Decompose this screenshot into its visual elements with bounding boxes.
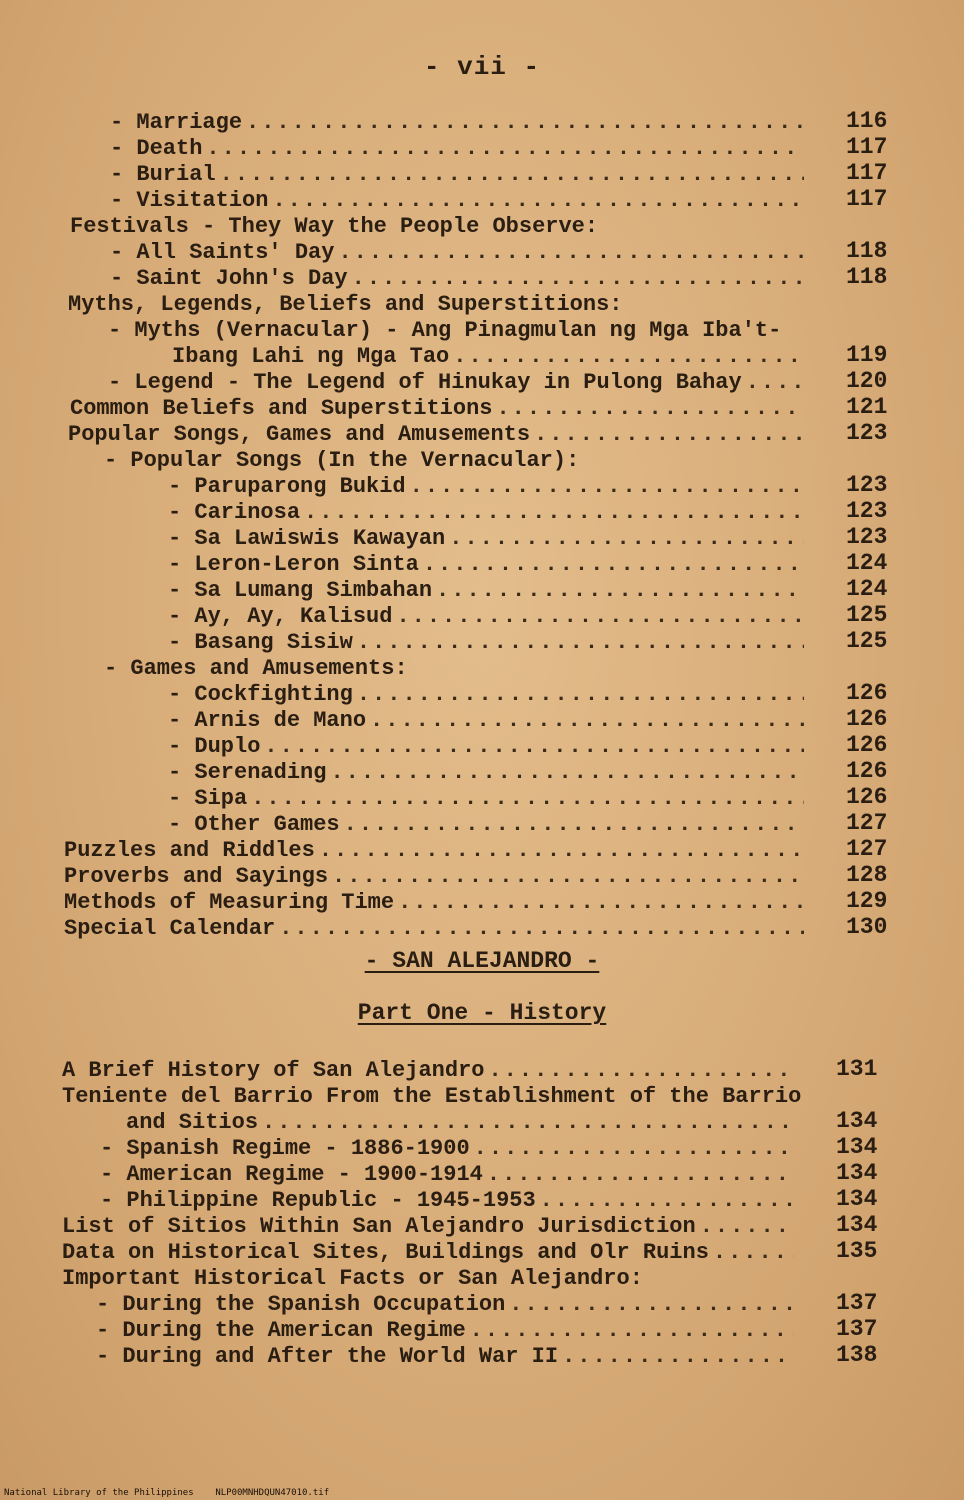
leader-dots (220, 162, 804, 187)
toc-entry-title: - Other Games (168, 812, 340, 837)
toc-entry-title: List of Sitios Within San Alejandro Jurisdiction (62, 1214, 696, 1239)
toc-entry-title: and Sitios (126, 1110, 259, 1135)
toc-entry-title: Ibang Lahi ng Mga Tao (172, 344, 450, 369)
leader-dots (246, 110, 804, 135)
toc-entry-page: 126 (846, 706, 888, 732)
part-title (0, 1000, 964, 1026)
toc-entry-page: 123 (846, 524, 888, 550)
toc-entry-page: 124 (846, 550, 888, 576)
leader-dots (396, 604, 804, 629)
toc-entry (70, 396, 808, 424)
toc-entry-title: Teniente del Barrio From the Establishment of the Barrio (62, 1084, 802, 1109)
leader-dots (344, 812, 804, 837)
toc-entry-title: - Sa Lawiswis Kawayan (168, 526, 446, 551)
toc-entry (168, 682, 808, 710)
toc-entry-title: - Games and Amusements: (104, 656, 408, 681)
toc-entry (168, 604, 808, 632)
toc-entry-title: Proverbs and Sayings (64, 864, 329, 889)
leader-dots (330, 760, 804, 785)
toc-entry-title: - Carinosa (168, 500, 301, 525)
toc-entry-page: 119 (846, 342, 888, 368)
toc-entry (62, 1058, 798, 1086)
toc-entry (168, 708, 808, 736)
toc-entry (168, 578, 808, 606)
toc-entry-title: - Philippine Republic - 1945-1953 (100, 1188, 536, 1213)
toc-entry (64, 890, 808, 918)
toc-entry-page: 126 (846, 680, 888, 706)
toc-entry-page: 134 (836, 1108, 878, 1134)
leader-dots (398, 890, 804, 915)
toc-entry-page: 120 (846, 368, 888, 394)
toc-entry-title: - Marriage (110, 110, 243, 135)
toc-entry-page: 134 (836, 1160, 878, 1186)
leader-dots (713, 1240, 794, 1265)
toc-entry-title: - Leron-Leron Sinta (168, 552, 419, 577)
toc-entry-title: Common Beliefs and Superstitions (70, 396, 493, 421)
toc-entry-title: - Paruparong Bukid (168, 474, 406, 499)
toc-entry-page: 121 (846, 394, 888, 420)
toc-entry-title: - American Regime - 1900-1914 (100, 1162, 483, 1187)
leader-dots (474, 1136, 794, 1161)
leader-dots (357, 682, 804, 707)
barrio-title (0, 948, 964, 974)
toc-entry (168, 552, 808, 580)
leader-dots (534, 422, 804, 447)
toc-entry-page: 134 (836, 1212, 878, 1238)
leader-dots (264, 734, 804, 759)
toc-entry-title: - Burial (110, 162, 216, 187)
toc-entry-page: 129 (846, 888, 888, 914)
leader-dots (540, 1188, 794, 1213)
toc-entry-title: A Brief History of San Alejandro (62, 1058, 485, 1083)
toc-entry (104, 448, 579, 476)
leader-dots (304, 500, 804, 525)
toc-entry-title: - Spanish Regime - 1886-1900 (100, 1136, 470, 1161)
toc-entry-title: - Sipa (168, 786, 248, 811)
toc-entry-page: 134 (836, 1134, 878, 1160)
leader-dots (279, 916, 804, 941)
toc-entry (68, 422, 808, 450)
leader-dots (262, 1110, 794, 1135)
toc-entry (100, 1136, 798, 1164)
toc-entry-title: - Sa Lumang Simbahan (168, 578, 433, 603)
toc-entry-title: Popular Songs, Games and Amusements (68, 422, 531, 447)
toc-entry (168, 812, 808, 840)
leader-dots (700, 1214, 794, 1239)
toc-entry-title: Festivals - They Way the People Observe: (70, 214, 599, 239)
toc-entry-page: 131 (836, 1056, 878, 1082)
toc-entry-page: 123 (846, 498, 888, 524)
toc-entry-title: - Saint John's Day (110, 266, 348, 291)
toc-entry (62, 1240, 798, 1268)
leader-dots (251, 786, 804, 811)
part-title-text: Part One - History (357, 1000, 607, 1026)
toc-entry-title: - Legend - The Legend of Hinukay in Pulong Bahay (108, 370, 742, 395)
toc-entry-page: 128 (846, 862, 888, 888)
toc-entry (168, 734, 808, 762)
toc-entry (100, 1188, 798, 1216)
toc-entry-title: - During the American Regime (96, 1318, 466, 1343)
toc-entry (64, 916, 808, 944)
toc-entry-title: - Death (110, 136, 203, 161)
leader-dots (453, 344, 804, 369)
toc-entry (62, 1266, 643, 1294)
toc-entry (168, 474, 808, 502)
toc-entry-page: 118 (846, 264, 888, 290)
toc-entry-page: 126 (846, 732, 888, 758)
leader-dots (332, 864, 804, 889)
leader-dots (370, 708, 804, 733)
leader-dots (319, 838, 804, 863)
toc-entry-page: 126 (846, 784, 888, 810)
toc-entry-page: 137 (836, 1290, 878, 1316)
toc-entry-title: Important Historical Facts or San Alejandro: (62, 1266, 643, 1291)
toc-entry (168, 630, 808, 658)
leader-dots (470, 1318, 794, 1343)
leader-dots (487, 1162, 794, 1187)
leader-dots (352, 266, 804, 291)
footer-source: National Library of the Philippines NLP00MNHDQUN47010.tif (4, 1488, 330, 1498)
toc-entry (110, 110, 808, 138)
leader-dots (488, 1058, 794, 1083)
toc-entry (168, 786, 808, 814)
toc-entry (168, 760, 808, 788)
toc-entry (110, 266, 808, 294)
toc-entry-title: - Arnis de Mano (168, 708, 367, 733)
toc-entry-page: 134 (836, 1186, 878, 1212)
toc-entry-page: 123 (846, 472, 888, 498)
leader-dots (746, 370, 804, 395)
toc-entry-title: - Ay, Ay, Kalisud (168, 604, 393, 629)
toc-entry (96, 1344, 798, 1372)
toc-entry-page: 137 (836, 1316, 878, 1342)
toc-entry (100, 1162, 798, 1190)
toc-entry (126, 1110, 798, 1138)
leader-dots (272, 188, 804, 213)
toc-entry-page: 117 (846, 134, 888, 160)
toc-entry-title: Methods of Measuring Time (64, 890, 395, 915)
page-number: - vii - (423, 52, 541, 82)
toc-entry-page: 127 (846, 810, 888, 836)
toc-entry-title: - During and After the World War II (96, 1344, 559, 1369)
leader-dots (338, 240, 804, 265)
toc-entry-title: - Cockfighting (168, 682, 353, 707)
toc-entry-title: - Duplo (168, 734, 261, 759)
toc-entry-title: Data on Historical Sites, Buildings and Olr Ruins (62, 1240, 709, 1265)
toc-entry (110, 188, 808, 216)
toc-entry (108, 370, 808, 398)
leader-dots (206, 136, 804, 161)
toc-entry-title: - Serenading (168, 760, 327, 785)
toc-entry (96, 1292, 798, 1320)
toc-entry (108, 318, 781, 346)
toc-entry-title: Myths, Legends, Beliefs and Superstitions: (68, 292, 623, 317)
toc-entry-page: 124 (846, 576, 888, 602)
leader-dots (436, 578, 804, 603)
toc-entry (104, 656, 408, 684)
toc-entry-title: - Popular Songs (In the Vernacular): (104, 448, 580, 473)
toc-entry-page: 125 (846, 602, 888, 628)
toc-entry (64, 838, 808, 866)
toc-entry-title: - Visitation (110, 188, 269, 213)
toc-entry-page: 118 (846, 238, 888, 264)
toc-entry-page: 125 (846, 628, 888, 654)
toc-entry (64, 864, 808, 892)
leader-dots (509, 1292, 794, 1317)
toc-entry-title: Special Calendar (64, 916, 276, 941)
toc-entry (172, 344, 808, 372)
toc-entry-title: - Myths (Vernacular) - Ang Pinagmulan ng Mga Iba't- (108, 318, 782, 343)
toc-entry (70, 214, 598, 242)
leader-dots (410, 474, 804, 499)
toc-entry (96, 1318, 798, 1346)
leader-dots (423, 552, 804, 577)
toc-entry-page: 135 (836, 1238, 878, 1264)
barrio-title-text: - SAN ALEJANDRO - (364, 948, 600, 974)
leader-dots (449, 526, 804, 551)
toc-entry-page: 130 (846, 914, 888, 940)
toc-entry-page: 116 (846, 108, 888, 134)
toc-entry (68, 292, 623, 320)
toc-entry (110, 240, 808, 268)
toc-entry (62, 1214, 798, 1242)
toc-entry-title: Puzzles and Riddles (64, 838, 315, 863)
toc-entry-page: 138 (836, 1342, 878, 1368)
leader-dots (562, 1344, 794, 1369)
toc-entry-page: 117 (846, 160, 888, 186)
toc-entry-page: 123 (846, 420, 888, 446)
toc-entry-title: - All Saints' Day (110, 240, 335, 265)
toc-entry-page: 127 (846, 836, 888, 862)
toc-entry-page: 117 (846, 186, 888, 212)
toc-entry-page: 126 (846, 758, 888, 784)
toc-entry (110, 136, 808, 164)
toc-entry (168, 500, 808, 528)
toc-entry (110, 162, 808, 190)
leader-dots (496, 396, 804, 421)
toc-entry (62, 1084, 801, 1112)
leader-dots (357, 630, 804, 655)
toc-entry-title: - During the Spanish Occupation (96, 1292, 506, 1317)
toc-entry-title: - Basang Sisiw (168, 630, 353, 655)
toc-entry (168, 526, 808, 554)
